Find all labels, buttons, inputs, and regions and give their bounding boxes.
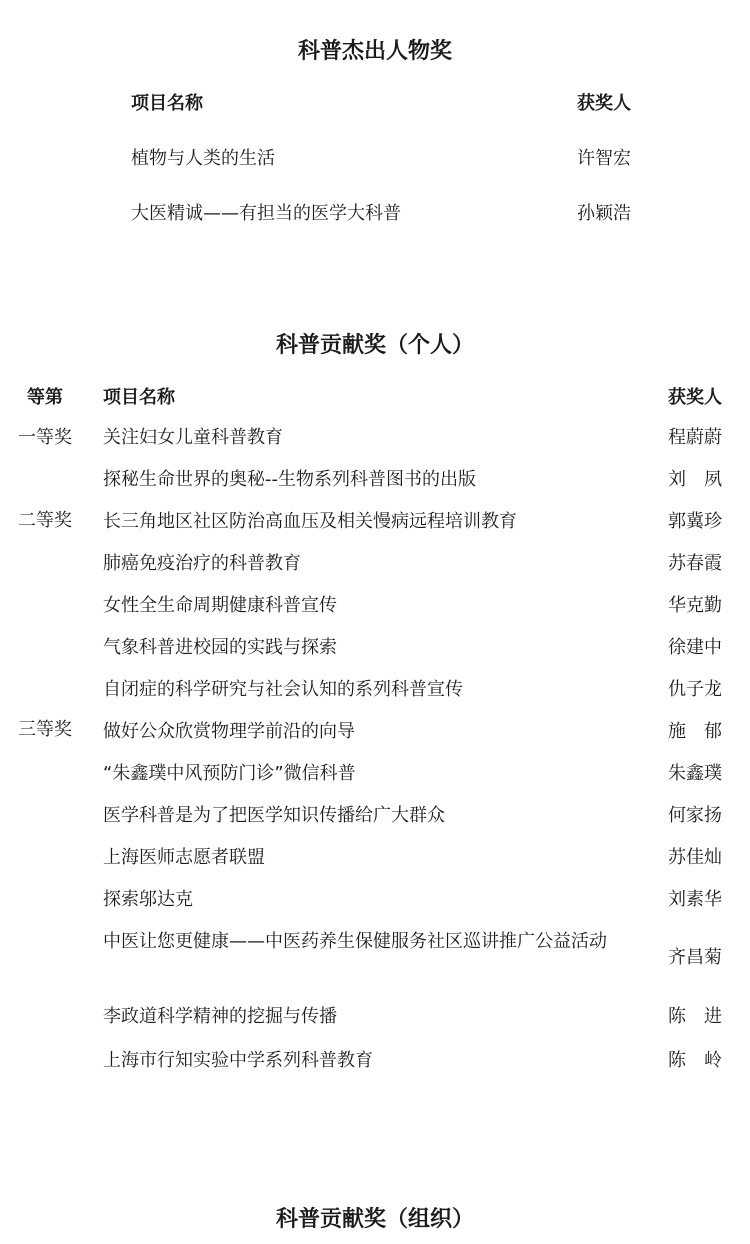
table-row-project: 大医精诚——有担当的医学大科普 (131, 203, 401, 224)
column-header-project: 项目名称 (103, 387, 175, 408)
table-row-project: 中医让您更健康——中医药养生保健服务社区巡讲推广公益活动 (103, 931, 607, 952)
table-row-winner: 刘 夙 (668, 469, 722, 490)
table-row-winner: 郭冀珍 (668, 511, 722, 532)
table-row-project: 李政道科学精神的挖掘与传播 (103, 1006, 337, 1027)
table-row-winner: 何家扬 (668, 805, 722, 826)
table-row-project: 植物与人类的生活 (131, 148, 275, 169)
table-row-project: 女性全生命周期健康科普宣传 (103, 595, 337, 616)
table-row-winner: 仇子龙 (668, 679, 722, 700)
grade-label: 一等奖 (18, 427, 72, 448)
table-row-winner: 施 郁 (668, 721, 722, 742)
section-title-outstanding: 科普杰出人物奖 (297, 39, 452, 64)
table-row-project: 自闭症的科学研究与社会认知的系列科普宣传 (103, 679, 463, 700)
table-row-project: 探索邬达克 (103, 889, 193, 910)
column-header-grade: 等第 (27, 387, 63, 408)
table-row-project: “朱鑫璞中风预防门诊”微信科普 (103, 763, 356, 784)
table-row-winner: 徐建中 (668, 637, 722, 658)
section-title-individual: 科普贡献奖（个人） (275, 333, 474, 358)
column-header-project: 项目名称 (131, 93, 203, 114)
table-row-winner: 朱鑫璞 (668, 763, 722, 784)
grade-label: 二等奖 (18, 510, 72, 531)
column-header-winner: 获奖人 (577, 93, 631, 114)
table-row-winner: 程蔚蔚 (668, 427, 722, 448)
table-row-winner: 齐昌菊 (668, 947, 722, 968)
table-row-project: 医学科普是为了把医学知识传播给广大群众 (103, 805, 445, 826)
table-row-winner: 苏春霞 (668, 553, 722, 574)
table-row-project: 肺癌免疫治疗的科普教育 (103, 553, 301, 574)
table-row-project: 气象科普进校园的实践与探索 (103, 637, 337, 658)
table-row-winner: 陈 岭 (668, 1050, 722, 1071)
table-row-winner: 孙颖浩 (577, 203, 631, 224)
table-row-winner: 华克勤 (668, 595, 722, 616)
table-row-project: 关注妇女儿童科普教育 (103, 427, 283, 448)
table-row-project: 上海医师志愿者联盟 (103, 847, 265, 868)
table-row-project: 长三角地区社区防治高血压及相关慢病远程培训教育 (103, 511, 517, 532)
table-row-project: 做好公众欣赏物理学前沿的向导 (103, 721, 355, 742)
column-header-winner: 获奖人 (668, 387, 722, 408)
grade-label: 三等奖 (18, 719, 72, 740)
table-row-winner: 陈 进 (668, 1006, 722, 1027)
table-row-winner: 许智宏 (577, 148, 631, 169)
table-row-winner: 刘素华 (668, 889, 722, 910)
section-title-organization: 科普贡献奖（组织） (275, 1207, 474, 1232)
table-row-project: 上海市行知实验中学系列科普教育 (103, 1050, 373, 1071)
table-row-winner: 苏佳灿 (668, 847, 722, 868)
table-row-project: 探秘生命世界的奥秘--生物系列科普图书的出版 (103, 469, 476, 490)
